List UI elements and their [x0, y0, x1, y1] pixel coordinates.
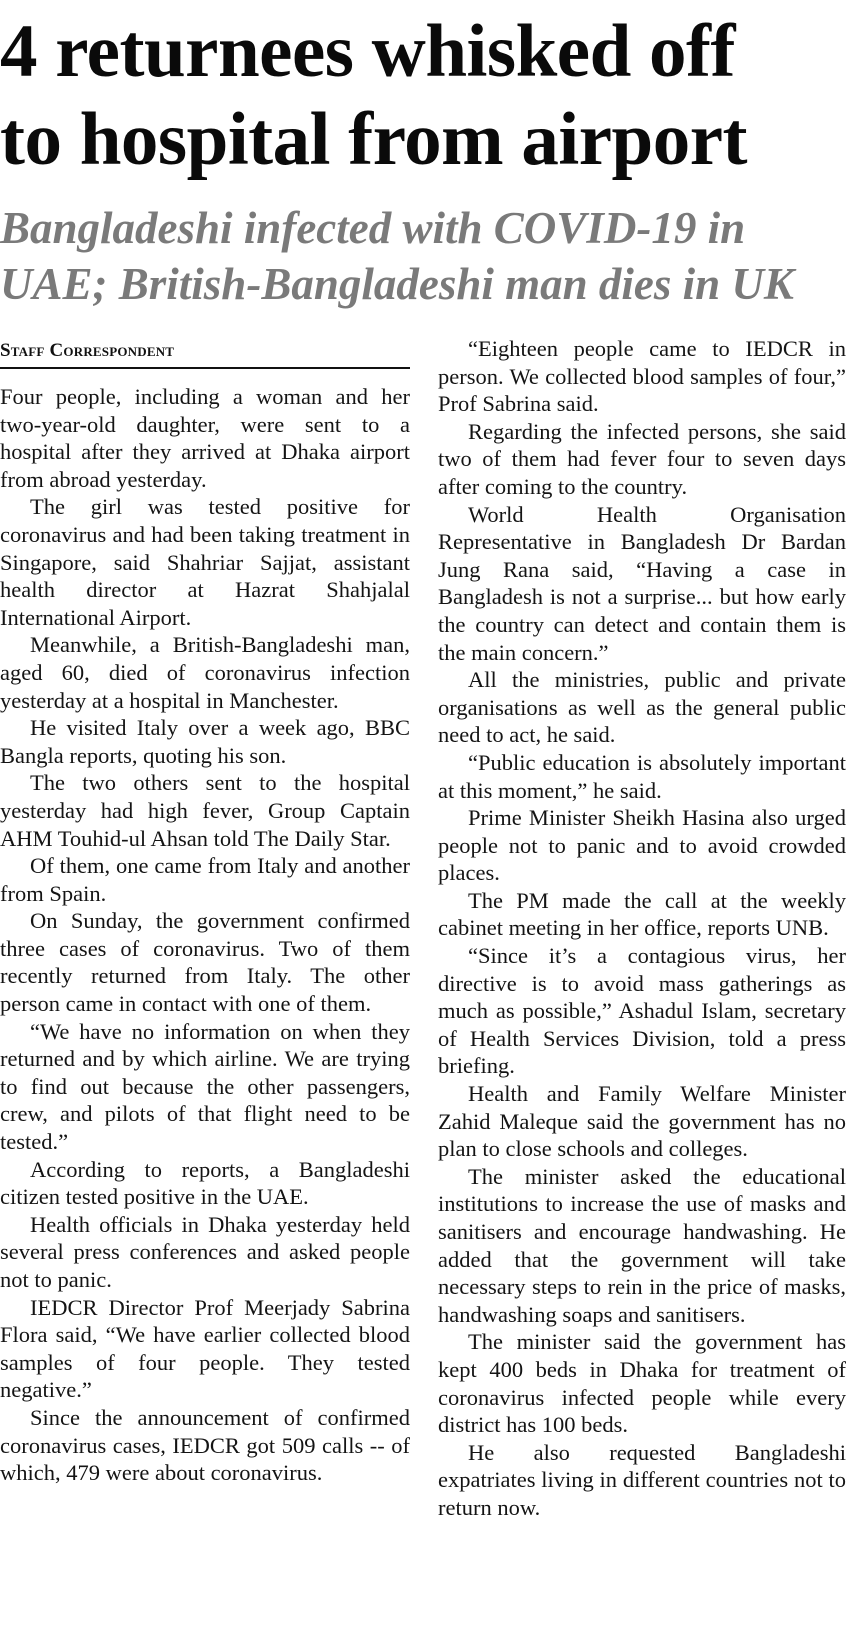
- paragraph: Of them, one came from Italy and another from Spain.: [0, 853, 410, 906]
- paragraph: The two others sent to the hospital yesterday had high fever, Group Captain AHM Touhid-ul Ahsan told The Daily Star.: [0, 770, 410, 851]
- paragraph: Health officials in Dhaka yesterday held several press conferences and asked people not to panic.: [0, 1211, 410, 1292]
- paragraph: Meanwhile, a British-Bangladeshi man, aged 60, died of coronavirus infection yesterday at a hospital in Manchester.: [0, 632, 410, 713]
- paragraph: The girl was tested positive for coronavirus and had been taking treatment in Singapore, said Shahriar Sajjat, assistant health director at Hazrat Shahjalal International Airport.: [0, 494, 410, 630]
- paragraph: Regarding the infected persons, she said two of them had fever four to seven days after coming to the country.: [438, 418, 846, 499]
- paragraph: He visited Italy over a week ago, BBC Bangla reports, quoting his son.: [0, 715, 410, 768]
- paragraph: The minister asked the educational institutions to increase the use of masks and sanitisers and encourage handwashing. He added that the government will take necessary steps to rein in the price of masks, handwashing soaps and sanitisers.: [438, 1163, 846, 1327]
- paragraph: “Public education is absolutely important at this moment,” he said.: [438, 749, 846, 803]
- paragraph: All the ministries, public and private organisations as well as the general public need to act, he said.: [438, 667, 846, 748]
- paragraph: Prime Minister Sheikh Hasina also urged people not to panic and to avoid crowded places.: [438, 805, 846, 886]
- article-column-right: [438, 335, 846, 1522]
- paragraph: According to reports, a Bangladeshi citizen tested positive in the UAE.: [0, 1156, 410, 1210]
- paragraph: Since the announcement of confirmed coronavirus cases, IEDCR got 509 calls -- of which, 479 were about coronavirus.: [0, 1404, 410, 1486]
- paragraph: “We have no information on when they returned and by which airline. We are trying to find out because the other passengers, crew, and pilots of that flight need to be tested.”: [0, 1018, 410, 1155]
- paragraph: The minister said the government has kept 400 beds in Dhaka for treatment of coronavirus infected people while every district has 100 beds.: [438, 1329, 846, 1438]
- paragraph: “Eighteen people came to IEDCR in person. We collected blood samples of four,” Prof Sabrina said.: [438, 336, 846, 417]
- paragraph: On Sunday, the government confirmed three cases of coronavirus. Two of them recently returned from Italy. The other person came in contact with one of them.: [0, 908, 410, 1017]
- byline: Staff Correspondent: [0, 340, 410, 369]
- subheadline-line-1: Bangladeshi infected with COVID-19 in: [0, 203, 746, 253]
- paragraph: “Since it’s a contagious virus, her directive is to avoid mass gatherings as much as possible,” Ashadul Islam, secretary of Health Services Division, told a press briefing.: [438, 943, 846, 1079]
- headline-line-2: to hospital from airport: [0, 98, 747, 181]
- headline-line-1: 4 returnees whisked off: [0, 10, 735, 93]
- paragraph: Four people, including a woman and her two-year-old daughter, were sent to a hospital after they arrived at Dhaka airport from abroad yesterday.: [0, 384, 410, 492]
- paragraph: The PM made the call at the weekly cabinet meeting in her office, reports UNB.: [438, 887, 846, 941]
- headline: [0, 8, 848, 184]
- paragraph: World Health Organisation Representative in Bangladesh Dr Bardan Jung Rana said, “Having a case in Bangladesh is not a surprise... but how early the country can detect and contain them is the main concern.”: [438, 501, 846, 665]
- article-column-left: [0, 383, 410, 1487]
- subheadline-line-2: UAE; British-Bangladeshi man dies in UK: [0, 259, 794, 309]
- paragraph: IEDCR Director Prof Meerjady Sabrina Flora said, “We have earlier collected blood samples of four people. They tested negative.”: [0, 1294, 410, 1403]
- subheadline: [0, 200, 848, 312]
- paragraph: Health and Family Welfare Minister Zahid Maleque said the government has no plan to close schools and colleges.: [438, 1081, 846, 1162]
- paragraph: He also requested Bangladeshi expatriates living in different countries not to return now.: [438, 1439, 846, 1520]
